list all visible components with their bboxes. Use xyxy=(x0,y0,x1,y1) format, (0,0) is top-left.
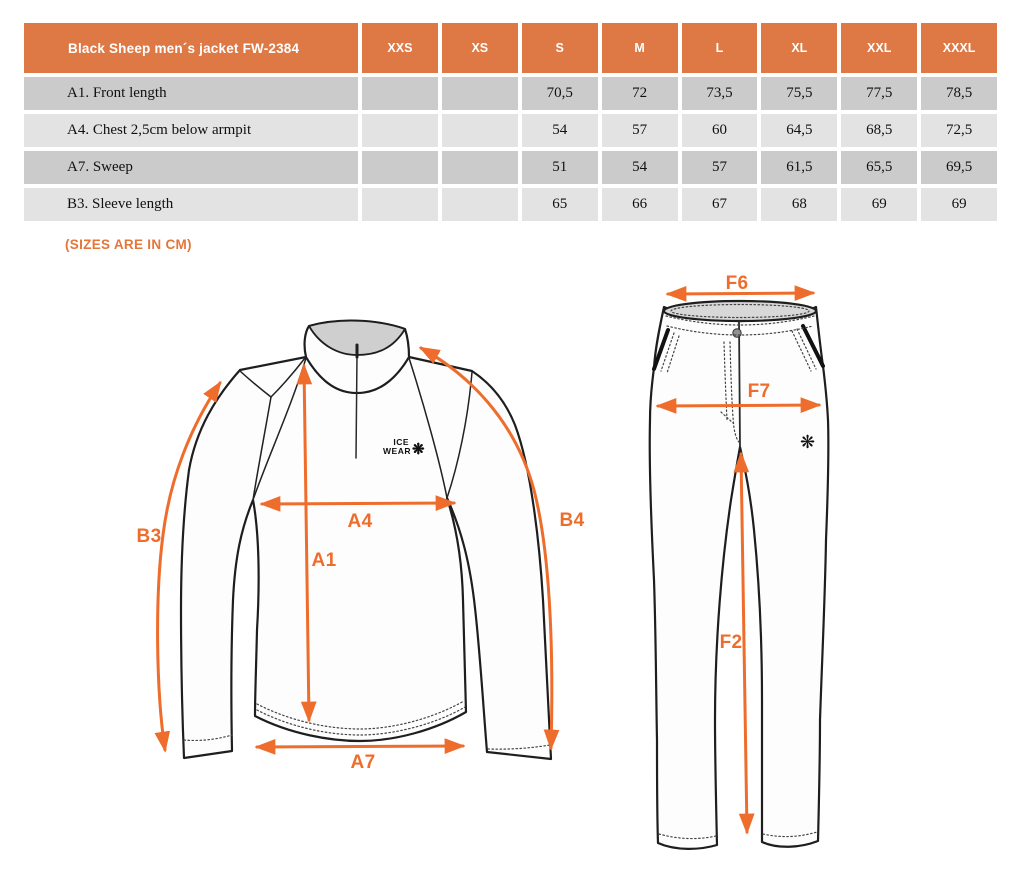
size-header-xxxl: XXXL xyxy=(921,23,997,73)
table-cell: 64,5 xyxy=(761,114,837,147)
b4-label: B4 xyxy=(559,510,585,531)
table-cell: 65,5 xyxy=(841,151,917,184)
size-header-xxs: XXS xyxy=(362,23,438,73)
row-label-a4: A4. Chest 2,5cm below armpit xyxy=(24,114,358,147)
sizes-in-cm-note: (SIZES ARE IN CM) xyxy=(65,237,192,252)
a1-label: A1 xyxy=(311,550,337,571)
size-header-s: S xyxy=(522,23,598,73)
table-title: Black Sheep men´s jacket FW-2384 xyxy=(24,23,358,73)
jacket-body-outline xyxy=(181,357,551,759)
table-cell: 72,5 xyxy=(921,114,997,147)
table-cell: 77,5 xyxy=(841,77,917,110)
size-header-xs: XS xyxy=(442,23,518,73)
a4-arrow xyxy=(262,503,454,504)
row-label-a7: A7. Sweep xyxy=(24,151,358,184)
table-cell: 51 xyxy=(522,151,598,184)
waist-button xyxy=(733,329,741,337)
table-cell: 68,5 xyxy=(841,114,917,147)
pants-figure xyxy=(650,293,829,849)
table-cell: 61,5 xyxy=(761,151,837,184)
size-header-xl: XL xyxy=(761,23,837,73)
f7-label: F7 xyxy=(747,381,771,402)
row-label-b3: B3. Sleeve length xyxy=(24,188,358,221)
row-label-a1: A1. Front length xyxy=(24,77,358,110)
table-cell: 68 xyxy=(761,188,837,221)
table-cell: 78,5 xyxy=(921,77,997,110)
a7-label: A7 xyxy=(350,752,376,773)
table-cell: 69,5 xyxy=(921,151,997,184)
center-front-line xyxy=(739,321,740,447)
f6-label: F6 xyxy=(725,273,749,294)
logo-line1: ICE xyxy=(393,437,409,447)
a7-arrow xyxy=(257,746,463,747)
table-cell: 69 xyxy=(921,188,997,221)
b3-label: B3 xyxy=(136,526,162,547)
table-cell: 57 xyxy=(602,114,678,147)
table-cell: 60 xyxy=(682,114,758,147)
table-cell: 54 xyxy=(522,114,598,147)
table-cell: 65 xyxy=(522,188,598,221)
zipper-line xyxy=(356,355,357,458)
table-cell: 67 xyxy=(682,188,758,221)
table-cell: 73,5 xyxy=(682,77,758,110)
f2-label: F2 xyxy=(719,632,743,653)
table-cell: 69 xyxy=(841,188,917,221)
logo-line2: WEAR xyxy=(383,446,411,456)
size-header-m: M xyxy=(602,23,678,73)
jacket-figure xyxy=(158,321,552,759)
a4-label: A4 xyxy=(347,511,373,532)
pants-snowflake-icon: ❋ xyxy=(800,432,816,452)
f7-arrow xyxy=(658,405,819,406)
size-header-l: L xyxy=(682,23,758,73)
table-cell: 72 xyxy=(602,77,678,110)
table-cell: 57 xyxy=(682,151,758,184)
table-cell: 70,5 xyxy=(522,77,598,110)
table-cell: 66 xyxy=(602,188,678,221)
table-cell: 54 xyxy=(602,151,678,184)
jacket-snowflake-icon: ❋ xyxy=(412,441,425,458)
size-header-xxl: XXL xyxy=(841,23,917,73)
table-cell: 75,5 xyxy=(761,77,837,110)
